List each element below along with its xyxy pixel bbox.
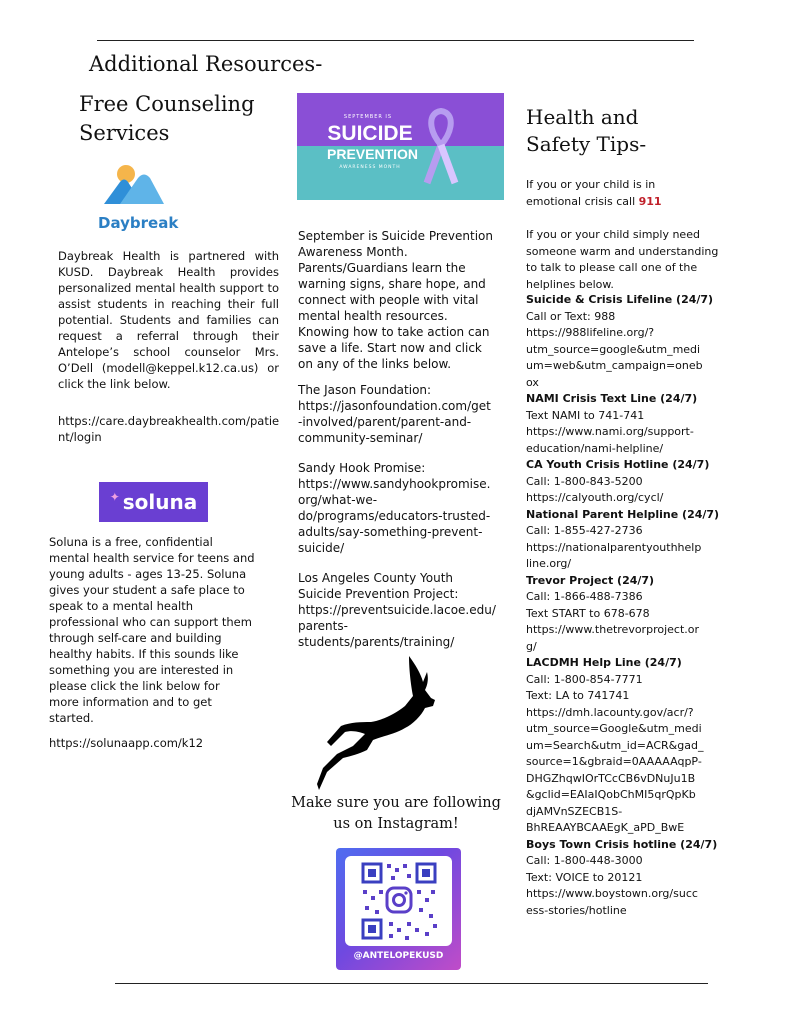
daybreak-logo-icon [98,160,168,208]
resource-jason-link[interactable]: https://jasonfoundation.com/get -involved/parent/parent-and- community-seminar/ [298,399,491,445]
sparkle-icon: ✦ [109,490,120,504]
helpline-details[interactable]: Call: 1-855-427-2736 https://nationalparentyouthhelp line.org/ [526,524,702,570]
helpline-details[interactable]: Call or Text: 988 https://988lifeline.org/? utm_source=google&utm_medi um=web&utm_campaign=oneb ox [526,309,703,389]
helpline-item [526,837,728,920]
instagram-text: Make sure you are following us on Instagram! [291,795,501,832]
soluna-paragraph: Soluna is a free, confidential mental health service for teens and young adults - ages 13-25. Soluna gives your student a safe place to speak to a mental health professional who can support them through self-care and building healthy habits. If this sounds like something you are interested in please click the link below for more information and to get started. [49,535,255,725]
instagram-qr-card[interactable] [336,848,461,970]
crisis-text-body: If you or your child is in emotional crisis call [526,178,656,208]
helpline-item [526,391,728,457]
awareness-intro: September is Suicide Prevention Awareness Month. Parents/Guardians learn the warning signs, share hope, and connect with people with vital mental health resources. Knowing how to take action can save a life. Start now and click on any of the links below. [298,229,493,371]
helplines-intro: If you or your child simply need someone warm and understanding to talk to please call one of the helplines below. [526,228,719,291]
resource-lacoe-link[interactable]: https://preventsuicide.lacoe.edu/ parents- students/parents/training/ [298,603,496,649]
daybreak-logo [98,160,179,232]
helpline-item [526,655,728,837]
banner-subcaption: AWARENESS MONTH [339,165,401,170]
awareness-ribbon-icon [421,105,461,189]
resource-lacoe-name: Los Angeles County Youth Suicide Prevention Project: [298,571,459,601]
daybreak-logo-text: Daybreak [98,214,179,232]
banner-title-line2: PREVENTION [327,146,419,162]
helpline-details[interactable]: Call: 1-800-843-5200 https://calyouth.org/cycl/ [526,474,664,504]
resource-sandyhook-name: Sandy Hook Promise: [298,461,426,475]
helpline-item [526,507,728,573]
resource-sandyhook-link[interactable]: https://www.sandyhookpromise. org/what-we- do/programs/educators-trusted- adults/say-something-prevent- suicide/ [298,477,491,555]
antelope-silhouette [313,650,458,792]
qr-pattern [345,856,452,946]
helpline-name: NAMI Crisis Text Line (24/7) [526,392,698,405]
instagram-handle: @ANTELOPEKUSD [353,951,444,961]
daybreak-link[interactable]: https://care.daybreakhealth.com/patient/login [58,414,280,444]
helpline-details[interactable]: Call: 1-800-448-3000 Text: VOICE to 20121 https://www.boystown.org/succ ess-stories/hotline [526,854,698,917]
helpline-item [526,292,728,391]
qr-code [345,856,452,946]
helpline-name: Boys Town Crisis hotline (24/7) [526,837,718,851]
soluna-logo-text: soluna [122,490,198,514]
soluna-logo [99,482,208,522]
crisis-number: 911 [638,194,662,208]
helpline-details[interactable]: Call: 1-866-488-7386 Text START to 678-678 https://www.thetrevorproject.or g/ [526,590,700,653]
helpline-name: CA Youth Crisis Hotline (24/7) [526,458,710,471]
soluna-link[interactable]: https://solunaapp.com/k12 [49,736,204,750]
helpline-name: Trevor Project (24/7) [526,573,655,587]
helpline-item [526,573,728,656]
helpline-details[interactable]: Call: 1-800-854-7771 Text: LA to 741741 https://dmh.lacounty.gov/acr/? utm_source=Google&utm_medi um=Search&utm_id=ACR&gad_ source=1&gbraid=0AAAAAqpP- DHGZhqwIOrTCcCB6vDNuJu1B &gclid=EAIaIQobChMI5qrQpKb djAMVnSZECB1S- BhREAAYBCAAEgK_aPD_BwE [526,672,704,834]
crisis-text [526,177,706,210]
page-title: Additional Resources- [89,52,323,76]
bottom-rule [115,983,708,984]
helpline-item [526,457,728,507]
helpline-name: LACDMH Help Line (24/7) [526,656,682,669]
daybreak-paragraph: Daybreak Health is partnered with KUSD. Daybreak Health provides personalized mental health support to assist students in reaching their full potential. Students and families can request a referral through their Antelope’s school counselor Mrs. O’Dell (modell@keppel.k12.ca.us) or click the link below. [58,249,279,391]
suicide-prevention-banner [297,93,504,200]
helplines-list [526,292,728,919]
counseling-heading: Free Counseling Services [79,92,255,145]
banner-small-caption: SEPTEMBER IS [343,114,393,120]
banner-title-line1: SUICIDE [327,122,413,145]
top-rule [97,40,694,41]
helpline-name: National Parent Helpline (24/7) [526,507,720,521]
helpline-details[interactable]: Text NAMI to 741-741 https://www.nami.org/support- education/nami-helpline/ [526,408,694,455]
resource-jason-name: The Jason Foundation: [298,383,432,397]
helpline-name: Suicide & Crisis Lifeline (24/7) [526,293,714,306]
safety-heading: Health and Safety Tips- [526,105,647,156]
